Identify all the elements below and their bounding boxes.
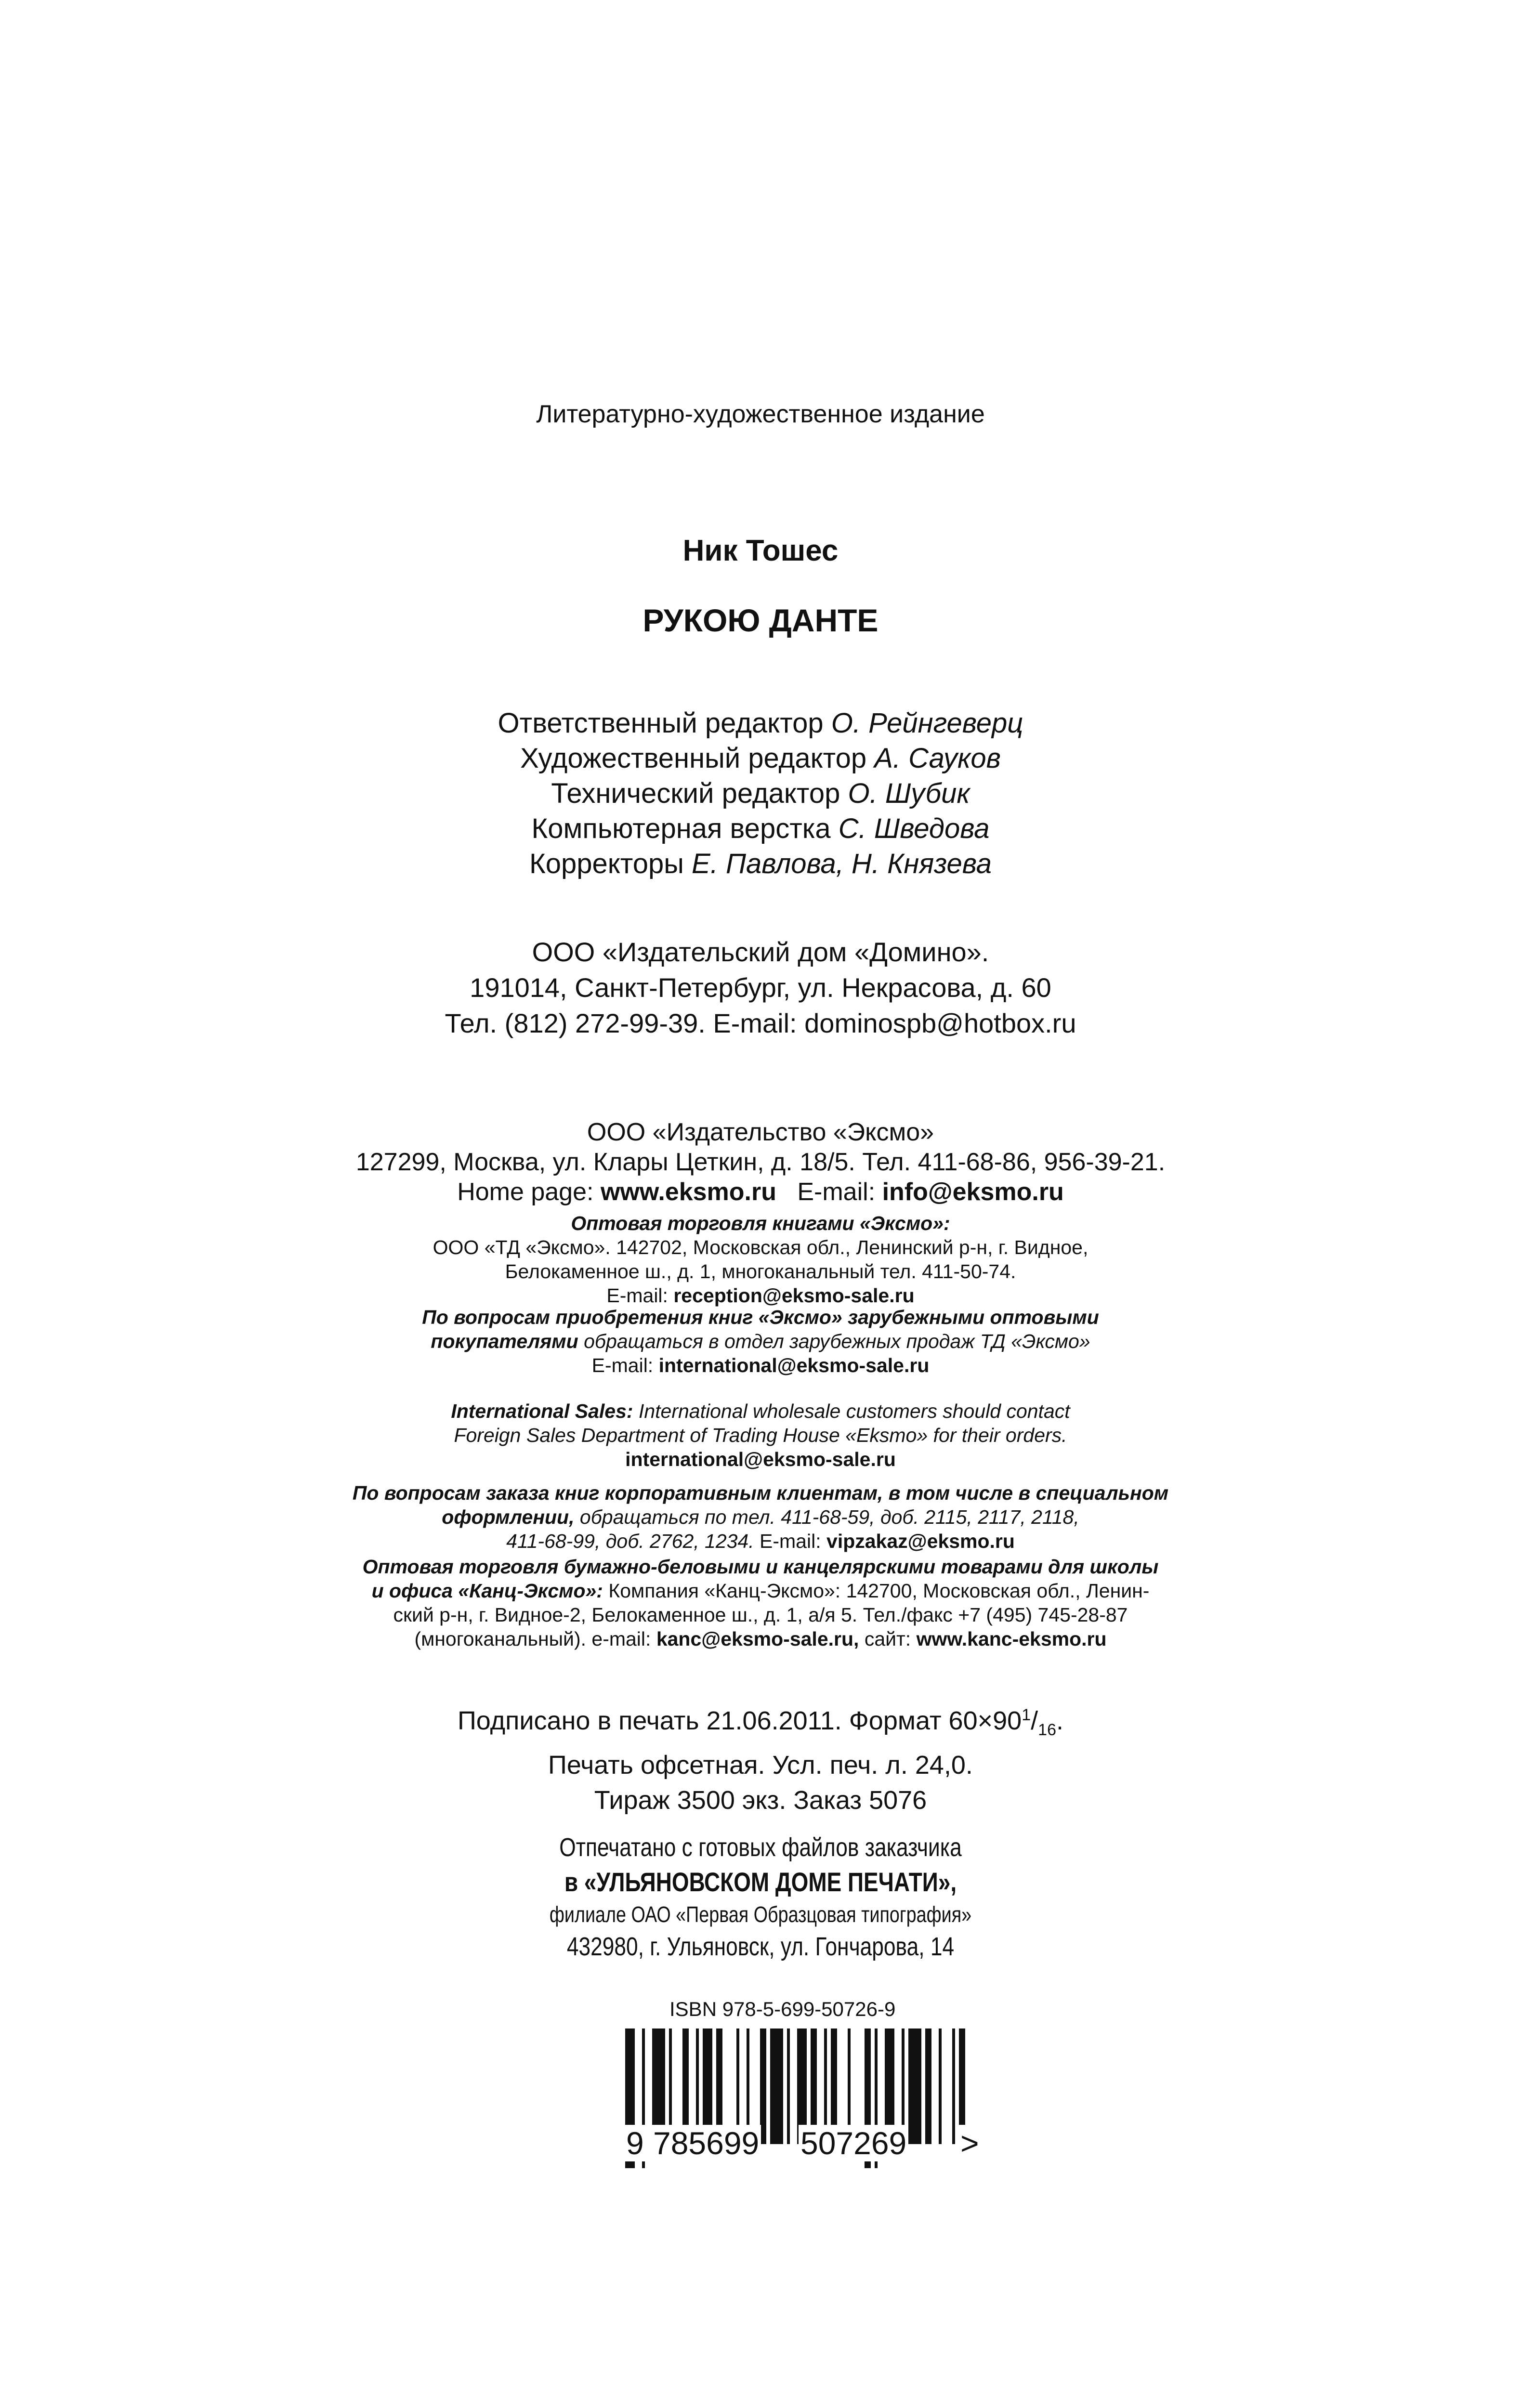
kanc-email-link[interactable]: kanc@eksmo-sale.ru, bbox=[656, 1628, 859, 1650]
barcode-right-group: 507269 bbox=[799, 2125, 908, 2161]
book-title: РУКОЮ ДАНТЕ bbox=[642, 602, 879, 638]
eksmo-homepage-link[interactable]: www.eksmo.ru bbox=[600, 1178, 777, 1206]
international-sales-block: International Sales: International wholesale customers should contact Foreign Sales Department of Trading House «Eksmo» for their orders. international@eksmo-sale.ru bbox=[0, 1399, 1521, 1471]
barcode-bar bbox=[939, 2028, 942, 2144]
staff-line: Ответственный редактор О. Рейнгеверц bbox=[498, 707, 1023, 739]
eksmo-publisher-block: ООО «Издательство «Эксмо» 127299, Москва, ул. Клары Цеткин, д. 18/5. Тел. 411-68-86, 956-39-21. Home page: www.eksmo.ru E-mail: info@eksmo.ru bbox=[355, 1118, 1166, 1206]
corporate-clients-block: По вопросам заказа книг корпоративным клиентам, в том числе в специальном оформлении, обращаться по тел. 411-68-59, доб. 2115, 2117, 2118, 411-68-99, доб. 2762, 1234. E-mail: vipzakaz@eksmo.ru bbox=[352, 1482, 1169, 1552]
barcode-bar bbox=[952, 2028, 955, 2144]
barcode-left-group: 785699 bbox=[651, 2125, 761, 2161]
barcode-quiet-zone-arrow: > bbox=[958, 2125, 981, 2161]
barcode-bar bbox=[925, 2028, 931, 2144]
author-name: Ник Тошес bbox=[682, 534, 839, 567]
editorial-staff bbox=[0, 706, 1521, 881]
eksmo-email-link[interactable]: info@eksmo.ru bbox=[882, 1178, 1064, 1206]
staff-line: Корректоры Е. Павлова, Н. Князева bbox=[529, 848, 992, 879]
foreign-buyers-block: По вопросам приобретения книг «Эксмо» зарубежными оптовыми покупателями обращаться в отдел зарубежных продаж ТД «Эксмо» E-mail: international@eksmo-sale.ru bbox=[422, 1306, 1099, 1376]
international-email-link[interactable]: international@eksmo-sale.ru bbox=[625, 1448, 896, 1470]
barcode-bar bbox=[770, 2028, 783, 2144]
printing-house-block: Отпечатано с готовых файлов заказчика в «УЛЬЯНОВСКОМ ДОМЕ ПЕЧАТИ», филиале ОАО «Первая Образцовая типография» 432980, г. Ульяновск, ул. Гончарова, 14 bbox=[549, 1833, 972, 1961]
staff-line: Технический редактор О. Шубик bbox=[551, 778, 970, 809]
kanc-eksmo-block: Оптовая торговля бумажно-беловыми и канцелярскими товарами для школы и офиса «Канц-Эксмо»: Компания «Канц-Эксмо»: 142700, Московская обл., Ленин- ский р-н, г. Видное-2, Белокаменное ш., д. 1, а/я 5. Тел./факс +7 (495) 745-28-87 (многоканальный). e-mail: kanc@eksmo-sale.ru, сайт: www.kanc-eksmo.ru bbox=[362, 1556, 1159, 1650]
barcode-first-digit: 9 bbox=[624, 2125, 646, 2161]
wholesale-block: Оптовая торговля книгами «Эксмо»: ООО «ТД «Эксмо». 142702, Московская обл., Ленинский р-н, г. Видное, Белокаменное ш., д. 1, многоканальный тел. 411-50-74. E-mail: reception@eksmo-sale.ru bbox=[433, 1212, 1088, 1307]
wholesale-email-link[interactable]: reception@eksmo-sale.ru bbox=[673, 1284, 915, 1307]
barcode-bar bbox=[908, 2028, 921, 2144]
staff-line: Художественный редактор А. Сауков bbox=[520, 743, 1001, 774]
corporate-email-link[interactable]: vipzakaz@eksmo.ru bbox=[826, 1530, 1015, 1552]
isbn-number: ISBN 978-5-699-50726-9 bbox=[669, 1998, 896, 2020]
staff-line: Компьютерная верстка С. Шведова bbox=[531, 813, 990, 844]
print-details: Подписано в печать 21.06.2011. Формат $60\times 90^1/_{16}$. Печать офсетная. Усл. печ. л. 24,0. Тираж 3500 экз. Заказ 5076 bbox=[457, 1706, 1063, 1815]
kanc-site-link[interactable]: www.kanc-eksmo.ru bbox=[916, 1628, 1107, 1650]
barcode-bar bbox=[787, 2028, 790, 2144]
domino-publisher-block: ООО «Издательский дом «Домино». 191014, Санкт-Петербург, ул. Некрасова, д. 60 Тел. (812) 272-99-39. E-mail: dominospb@hotbox.ru bbox=[445, 937, 1076, 1038]
edition-type: Литературно-художественное издание bbox=[536, 400, 985, 428]
foreign-email-link[interactable]: international@eksmo-sale.ru bbox=[658, 1354, 930, 1376]
